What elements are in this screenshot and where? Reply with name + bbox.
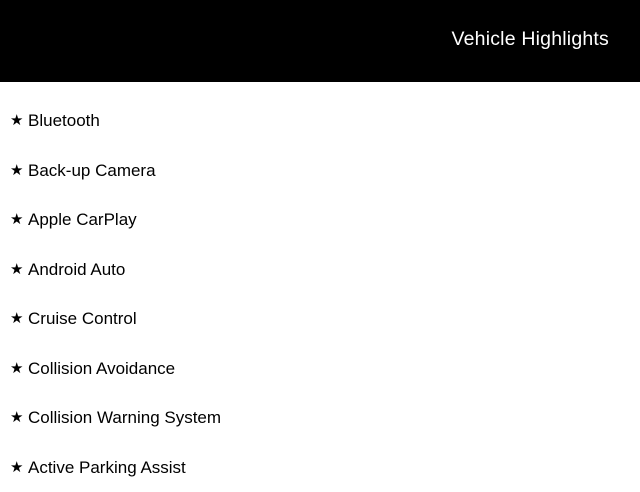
star-icon: ★ <box>10 262 28 277</box>
star-icon: ★ <box>10 460 28 475</box>
list-item-label: Android Auto <box>28 261 125 278</box>
list-item-label: Bluetooth <box>28 112 100 129</box>
star-icon: ★ <box>10 113 28 128</box>
list-item <box>0 195 640 245</box>
page-title: Vehicle Highlights <box>451 30 609 52</box>
star-icon: ★ <box>10 163 28 178</box>
list-item <box>0 393 640 443</box>
list-item-label: Back-up Camera <box>28 162 156 179</box>
star-icon: ★ <box>10 311 28 326</box>
list-item-label: Active Parking Assist <box>28 459 186 476</box>
list-item <box>0 146 640 196</box>
list-item-label: Apple CarPlay <box>28 211 137 228</box>
list-item-label: Collision Avoidance <box>28 360 175 377</box>
star-icon: ★ <box>10 361 28 376</box>
page-header <box>0 0 640 82</box>
list-item-label: Collision Warning System <box>28 409 221 426</box>
list-item <box>0 344 640 394</box>
star-icon: ★ <box>10 410 28 425</box>
list-item <box>0 443 640 492</box>
star-icon: ★ <box>10 212 28 227</box>
list-item <box>0 96 640 146</box>
vehicle-highlights-list <box>0 82 640 492</box>
list-item <box>0 245 640 295</box>
list-item-label: Cruise Control <box>28 310 137 327</box>
list-item <box>0 294 640 344</box>
